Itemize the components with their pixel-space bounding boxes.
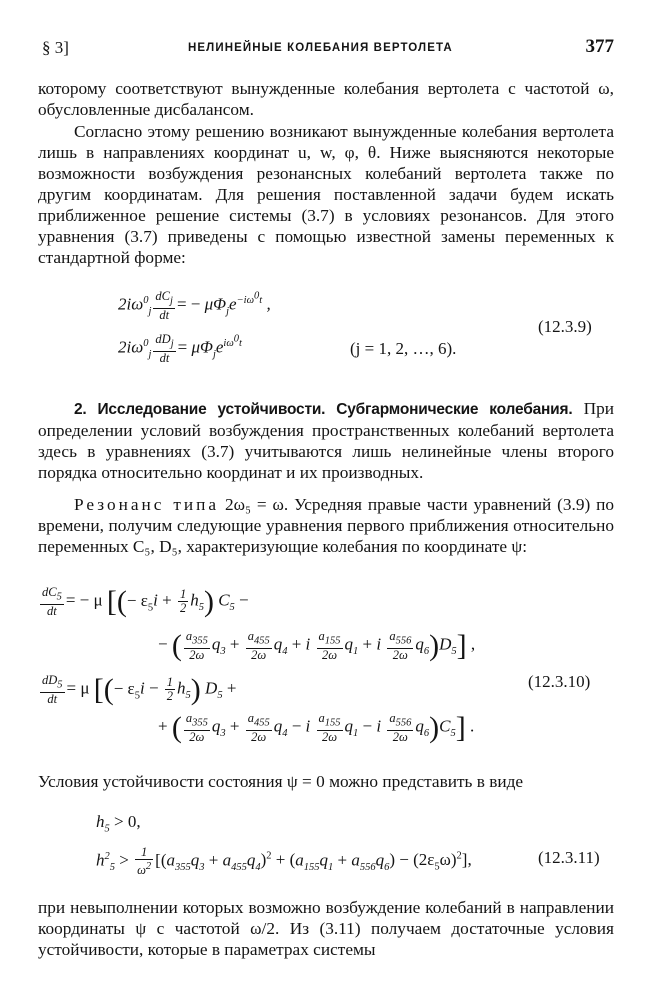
paragraph-3-text: При определении условий возбуждения пространственных колебаний вертолета здесь в уравнениях (3.7) учитываются лишь нелинейные члены второго порядка относительно координат и их производных. xyxy=(38,399,614,482)
equation-12-3-11-line2: $h^2_5$ > $\frac{1}{\omega^2}$ $[(a_{355}q_3 + a_{455}q_4)^2 + (a_{155}q_1 + a_{556}q_6) - (2\varepsilon_5\omega)^2]$, xyxy=(96,845,472,878)
page-number: 377 xyxy=(585,36,614,57)
section-heading: 2. Исследование устойчивости. Субгармонические колебания. xyxy=(74,401,573,418)
equation-12-3-10-line3: $\frac{dD_5}{dt}$ = μ [(− $\varepsilon_5i$ − $\frac{1}{2}$ $h_5$) $D_5$ + xyxy=(42,672,237,706)
paragraph-1-text: которому соответствуют вынужденные колебания вертолета с частотой ω, обусловленные дисбалансом. xyxy=(38,79,614,119)
running-header xyxy=(38,34,614,58)
paragraph-5 xyxy=(38,771,614,792)
equation-label-12-3-10: (12.3.10) xyxy=(528,672,591,691)
paragraph-2-text: Согласно этому решению возникают вынужденные колебания вертолета лишь в направлениях координат u, w, φ, θ. Ниже выясняются некоторые возможности возбуждения резонансных колебаний вертолета также по другим координатам. Для решения поставленной задачи будем искать приближенное решение системы (3.7) в условиях резонансов. Для этого уравнения (3.7) приведены с помощью известной замены переменных к стандартной форме: xyxy=(38,122,614,267)
paragraph-6 xyxy=(38,897,614,960)
paragraph-2 xyxy=(38,121,614,268)
equation-12-3-9-line2: $2i\omega^0_j$ $\frac{dD_j}{dt}$ = $\mu\Phi_je^{i\omega^0t}$ xyxy=(118,332,242,365)
equation-12-3-10-line1: $\frac{dC_5}{dt}$ = − μ [(− $\varepsilon_5i$ + $\frac{1}{2}$ $h_5$) $C_5$ − xyxy=(42,584,249,618)
paragraph-6-text: при невыполнении которых возможно возбуждение колебаний в направлении координаты ψ с частотой ω/2. Из (3.11) получаем достаточные условия устойчивости, которые в параметрах системы xyxy=(38,898,614,959)
spaced-term: Резонанс типа xyxy=(74,495,220,514)
paragraph-3 xyxy=(38,398,614,483)
section-marker: § 3] xyxy=(42,38,69,57)
paragraph-1 xyxy=(38,78,614,120)
equation-12-3-10-line4: + ( $\frac{a_{355}}{2\omega}$ $q_3$ + $\frac{a_{455}}{2\omega}$ $q_4 - i$ $\frac{a_{155}}{2\omega}$ $q_1 - i$ $\frac{a_{556}}{2\omega}$ $q_6)C_5$] . xyxy=(158,710,475,744)
equation-12-3-10-line2: − ( $\frac{a_{355}}{2\omega}$ $q_3$ + $\frac{a_{455}}{2\omega}$ $q_4 + i$ $\frac{a_{155}}{2\omega}$ $q_1 + i$ $\frac{a_{556}}{2\omega}$ $q_6)D_5$] , xyxy=(158,628,476,662)
paragraph-4-text: 2ω₅ = ω. Усредняя правые части уравнений (3.9) по времени, получим следующие уравнения первого приближения относительно переменных C₅, D₅, характеризующие колебания по координате ψ: xyxy=(38,495,614,556)
equation-label-12-3-11: (12.3.11) xyxy=(538,848,600,867)
paragraph-5-text: Условия устойчивости состояния ψ = 0 можно представить в виде xyxy=(38,772,524,791)
equation-12-3-9-line1: $2i\omega^0_j$ $\frac{dC_j}{dt}$ = − $\mu\Phi_je^{-i\omega^0t}$ , xyxy=(118,289,271,322)
book-page xyxy=(38,0,614,1000)
equation-12-3-11-line1: $h_5 > 0$, xyxy=(96,812,141,835)
running-title: НЕЛИНЕЙНЫЕ КОЛЕБАНИЯ ВЕРТОЛЕТА xyxy=(188,42,453,54)
equation-12-3-9-range: (j = 1, 2, …, 6). xyxy=(350,339,457,358)
equation-label-12-3-9: (12.3.9) xyxy=(538,317,592,336)
paragraph-4 xyxy=(38,494,614,557)
